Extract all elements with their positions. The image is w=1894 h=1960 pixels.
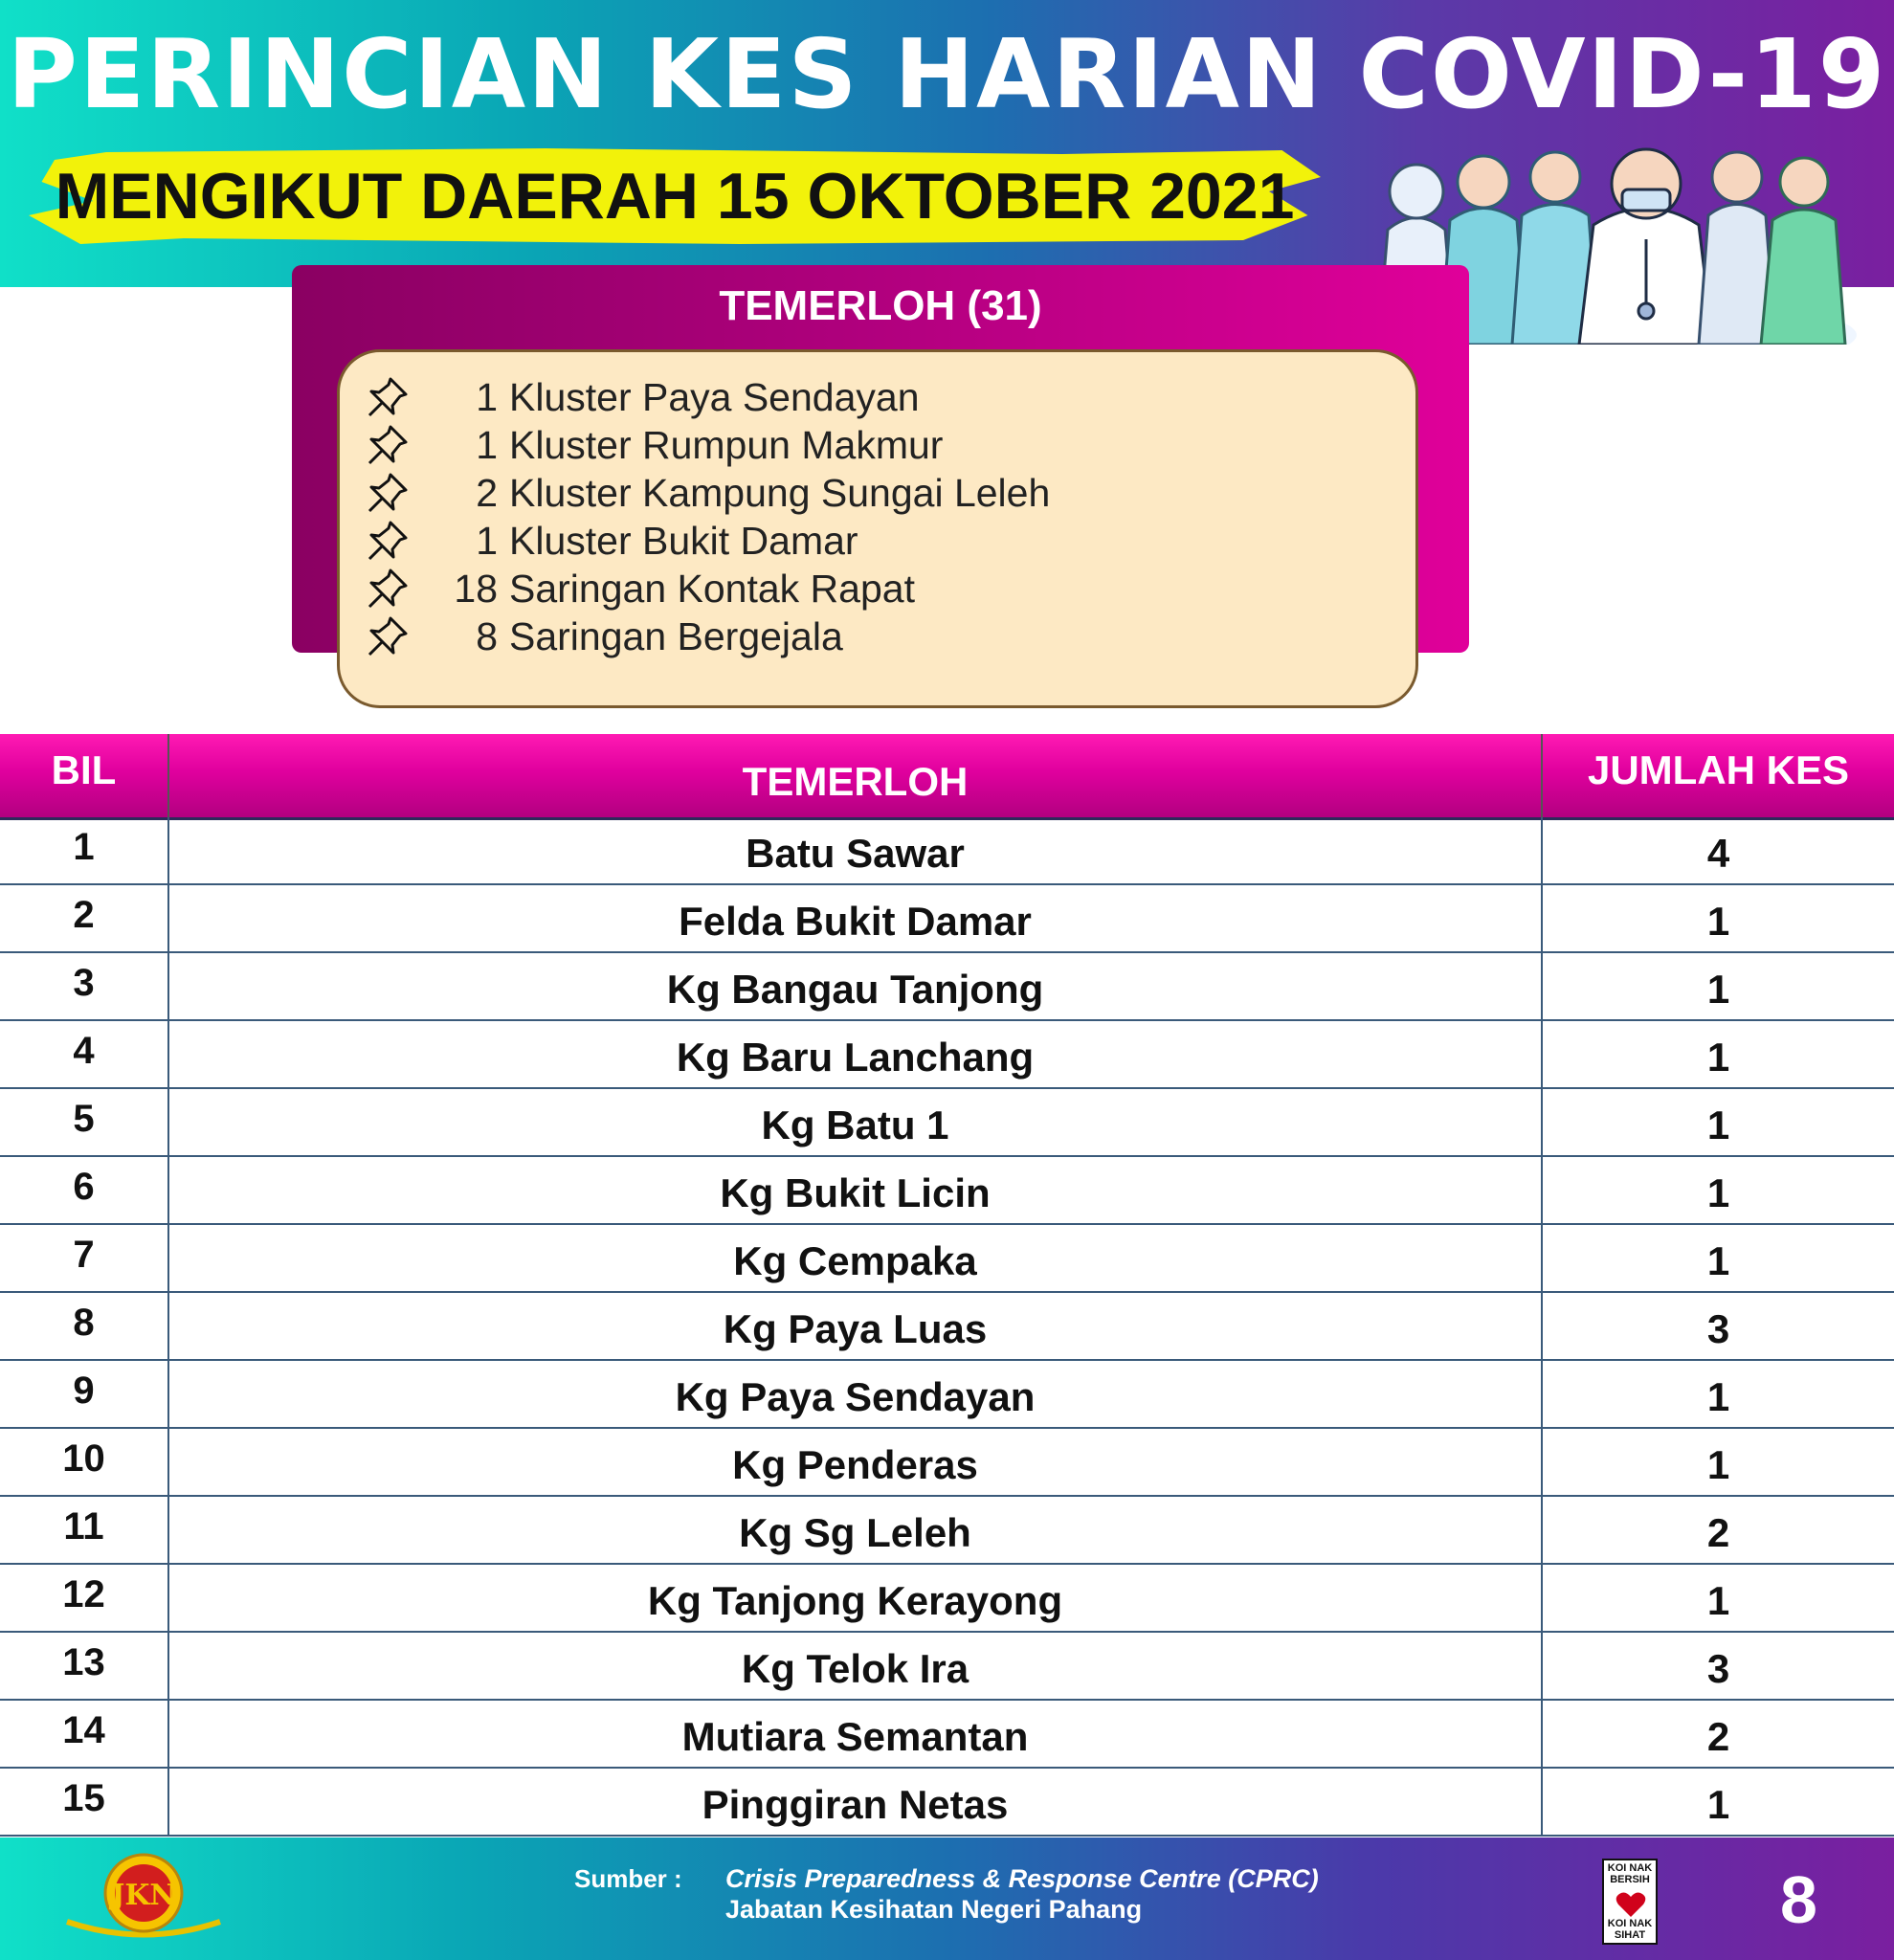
cell-bil: 2 bbox=[73, 894, 95, 936]
cell-bil: 6 bbox=[73, 1166, 95, 1208]
table-row bbox=[0, 817, 1894, 885]
cell-location: Kg Penderas bbox=[167, 1429, 1543, 1495]
cell-cases: 2 bbox=[1706, 1714, 1730, 1759]
note-count: 8 bbox=[476, 614, 498, 658]
table-row bbox=[0, 1633, 1894, 1701]
cell-cases: 1 bbox=[1706, 1170, 1730, 1215]
table-row bbox=[0, 1361, 1894, 1429]
cell-location: Kg Paya Luas bbox=[167, 1293, 1543, 1359]
cell-bil: 9 bbox=[73, 1370, 95, 1412]
cell-cases: 1 bbox=[1706, 1102, 1730, 1147]
cell-location: Kg Telok Ira bbox=[167, 1633, 1543, 1699]
cell-cases: 3 bbox=[1706, 1306, 1730, 1351]
cell-cases: 4 bbox=[1706, 831, 1730, 876]
cell-bil: 3 bbox=[73, 962, 95, 1004]
cell-bil: 14 bbox=[62, 1709, 105, 1751]
note-text: Kluster Bukit Damar bbox=[509, 519, 858, 563]
note-item bbox=[364, 517, 1397, 565]
cell-bil: 12 bbox=[62, 1573, 105, 1615]
note-count: 2 bbox=[476, 471, 498, 515]
cell-cases: 2 bbox=[1706, 1510, 1730, 1555]
cell-location: Felda Bukit Damar bbox=[167, 885, 1543, 951]
pushpin-icon bbox=[364, 612, 412, 660]
note-item bbox=[364, 612, 1397, 660]
cell-bil: 4 bbox=[73, 1030, 95, 1072]
table-row bbox=[0, 1565, 1894, 1633]
subtitle-highlight bbox=[29, 148, 1321, 244]
note-item bbox=[364, 565, 1397, 612]
cell-bil: 11 bbox=[63, 1505, 104, 1548]
cell-cases: 1 bbox=[1706, 899, 1730, 944]
note-count: 1 bbox=[476, 375, 498, 419]
cell-location: Pinggiran Netas bbox=[167, 1769, 1543, 1835]
table-row bbox=[0, 1225, 1894, 1293]
cell-bil: 7 bbox=[73, 1234, 95, 1276]
cell-bil: 15 bbox=[62, 1777, 105, 1819]
cell-location: Mutiara Semantan bbox=[167, 1701, 1543, 1767]
cell-bil: 8 bbox=[73, 1302, 95, 1344]
table-row bbox=[0, 1429, 1894, 1497]
table-header bbox=[0, 734, 1894, 820]
column-header-bil: BIL bbox=[51, 747, 117, 792]
note-text: Kluster Rumpun Makmur bbox=[509, 423, 944, 467]
note-count: 1 bbox=[476, 519, 498, 563]
note-item bbox=[364, 469, 1397, 517]
cell-cases: 1 bbox=[1706, 1578, 1730, 1623]
cell-location: Batu Sawar bbox=[167, 817, 1543, 883]
logo-text: JKN bbox=[111, 1879, 176, 1912]
cell-bil: 5 bbox=[73, 1098, 95, 1140]
note-text: Saringan Kontak Rapat bbox=[509, 567, 915, 611]
cell-location: Kg Batu 1 bbox=[167, 1089, 1543, 1155]
column-header-location: TEMERLOH bbox=[167, 734, 1543, 817]
pushpin-icon bbox=[364, 469, 412, 517]
page-subtitle: MENGIKUT DAERAH 15 OKTOBER 2021 bbox=[55, 160, 1295, 233]
jkn-logo bbox=[57, 1847, 230, 1950]
pushpin-icon bbox=[364, 421, 412, 469]
column-header-cases: JUMLAH KES bbox=[1587, 747, 1850, 792]
note-count: 18 bbox=[454, 567, 498, 611]
district-title: TEMERLOH (31) bbox=[719, 282, 1042, 329]
table-row bbox=[0, 885, 1894, 953]
heart-icon bbox=[1615, 1891, 1646, 1918]
pushpin-icon bbox=[364, 517, 412, 565]
pushpin-icon bbox=[364, 565, 412, 612]
koi-top-text: KOI NAK BERSIH bbox=[1607, 1862, 1653, 1885]
page-number: 8 bbox=[1780, 1862, 1817, 1937]
table-row bbox=[0, 1293, 1894, 1361]
note-text: Kluster Kampung Sungai Leleh bbox=[509, 471, 1051, 515]
table-row bbox=[0, 1701, 1894, 1769]
cell-bil: 1 bbox=[73, 826, 95, 868]
source-label: Sumber : bbox=[574, 1864, 682, 1893]
cell-cases: 1 bbox=[1706, 1782, 1730, 1827]
pushpin-icon bbox=[364, 373, 412, 421]
table-row bbox=[0, 1089, 1894, 1157]
note-text: Saringan Bergejala bbox=[509, 614, 843, 658]
source-line-1: Crisis Preparedness & Response Centre (CPRC) bbox=[725, 1864, 1319, 1893]
cluster-notes-box bbox=[337, 349, 1418, 708]
cell-cases: 3 bbox=[1706, 1646, 1730, 1691]
table-row bbox=[0, 1157, 1894, 1225]
cell-location: Kg Paya Sendayan bbox=[167, 1361, 1543, 1427]
cell-cases: 1 bbox=[1706, 1035, 1730, 1080]
page-title: PERINCIAN KES HARIAN COVID-19 bbox=[7, 18, 1887, 130]
cell-location: Kg Bukit Licin bbox=[167, 1157, 1543, 1223]
source-line-2: Jabatan Kesihatan Negeri Pahang bbox=[725, 1895, 1143, 1924]
cell-bil: 13 bbox=[62, 1641, 105, 1683]
footer-bar bbox=[0, 1838, 1894, 1960]
table-row bbox=[0, 1769, 1894, 1837]
note-text: Kluster Paya Sendayan bbox=[509, 375, 920, 419]
cell-location: Kg Tanjong Kerayong bbox=[167, 1565, 1543, 1631]
cell-location: Kg Baru Lanchang bbox=[167, 1021, 1543, 1087]
cell-cases: 1 bbox=[1706, 1238, 1730, 1283]
cell-cases: 1 bbox=[1706, 1442, 1730, 1487]
note-count: 1 bbox=[476, 423, 498, 467]
koi-bottom-text: KOI NAK SIHAT bbox=[1607, 1918, 1653, 1941]
koi-nak-bersih-badge bbox=[1602, 1859, 1658, 1945]
header-banner bbox=[0, 0, 1894, 287]
table-row bbox=[0, 1497, 1894, 1565]
table-row bbox=[0, 1021, 1894, 1089]
cell-bil: 10 bbox=[62, 1437, 105, 1480]
note-item bbox=[364, 373, 1397, 421]
note-item bbox=[364, 421, 1397, 469]
cell-location: Kg Bangau Tanjong bbox=[167, 953, 1543, 1019]
table-row bbox=[0, 953, 1894, 1021]
cell-location: Kg Sg Leleh bbox=[167, 1497, 1543, 1563]
cell-cases: 1 bbox=[1706, 1374, 1730, 1419]
cell-cases: 1 bbox=[1706, 967, 1730, 1012]
cell-location: Kg Cempaka bbox=[167, 1225, 1543, 1291]
